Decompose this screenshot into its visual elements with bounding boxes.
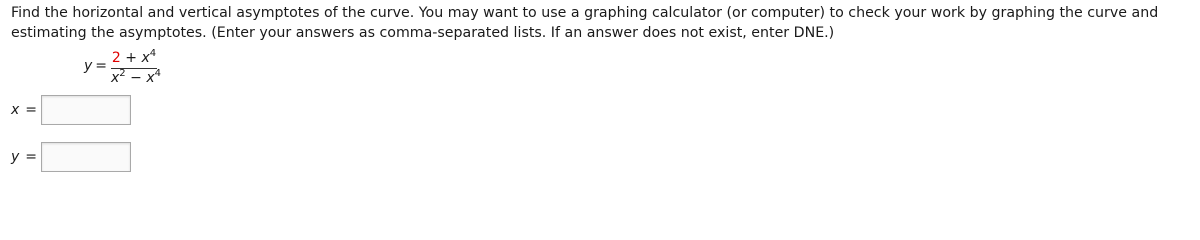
numerator-plus: + bbox=[125, 50, 137, 66]
y-answer-label bbox=[11, 149, 37, 165]
x-answer-input[interactable] bbox=[41, 95, 131, 125]
denominator-exponent-1: 2 bbox=[119, 68, 126, 79]
numerator-exponent: 4 bbox=[149, 48, 157, 59]
answer-row-horizontal-asymptote bbox=[11, 142, 171, 174]
question-prompt: Find the horizontal and vertical asymptotes of the curve. You may want to use a graphing calculator (or computer) to check your work by graphing the curve and estimating the asymptotes. (Enter your answers as comma-separated lists. If an answer does not exist, enter DNE.) bbox=[11, 5, 1159, 41]
denominator-variable-1: x bbox=[111, 70, 120, 86]
numerator-variable: x bbox=[141, 50, 150, 66]
denominator-minus: − bbox=[130, 70, 142, 86]
equation-lhs bbox=[84, 58, 107, 74]
fraction-bar bbox=[111, 68, 157, 69]
x-answer-variable: x bbox=[11, 102, 20, 118]
denominator-variable-2: x bbox=[146, 70, 155, 86]
equation-equals-sign: = bbox=[95, 58, 108, 74]
equation-lhs-variable: y bbox=[84, 58, 93, 74]
equation-fraction bbox=[111, 48, 161, 87]
answer-row-vertical-asymptote bbox=[11, 95, 171, 127]
fraction-numerator bbox=[111, 50, 157, 67]
curve-equation bbox=[84, 50, 204, 92]
denominator-exponent-2: 4 bbox=[154, 68, 161, 79]
y-answer-variable: y bbox=[11, 149, 20, 165]
y-answer-equals: = bbox=[25, 149, 38, 165]
y-answer-input[interactable] bbox=[41, 142, 131, 172]
numerator-constant: 2 bbox=[111, 50, 121, 66]
fraction-denominator bbox=[111, 68, 161, 87]
x-answer-label bbox=[11, 102, 37, 118]
x-answer-equals: = bbox=[25, 102, 38, 118]
